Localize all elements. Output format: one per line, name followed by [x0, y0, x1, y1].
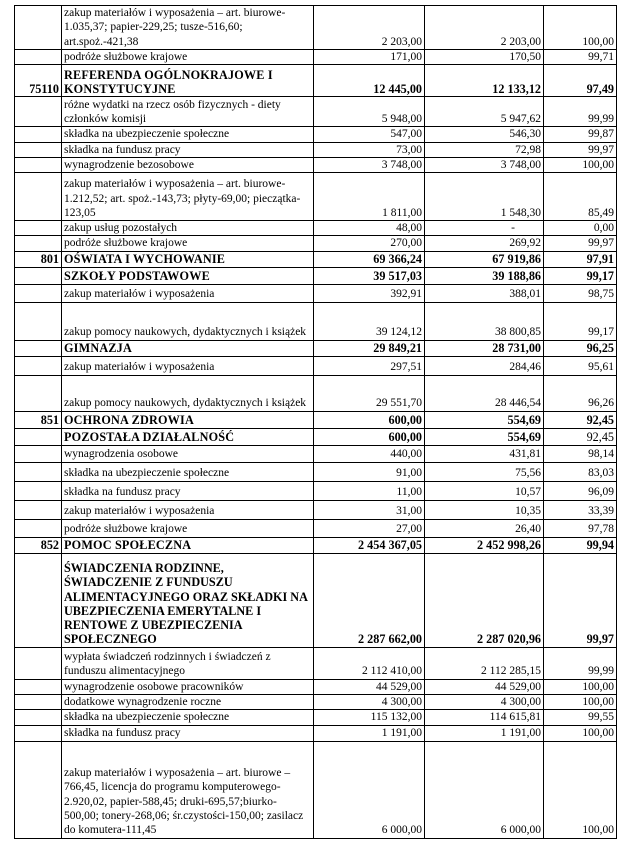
item-description: POMOC SPOŁECZNA — [62, 537, 314, 553]
table-row — [15, 411, 617, 428]
planned-amount: 31,00 — [314, 500, 425, 519]
item-description: zakup usług pozostałych — [62, 221, 314, 236]
executed-amount: 2 203,00 — [425, 6, 544, 50]
executed-amount: 388,01 — [425, 284, 544, 302]
chapter-code — [15, 462, 62, 481]
table-row — [15, 221, 617, 236]
chapter-code — [15, 375, 62, 411]
item-description: zakup materiałów i wyposażenia — [62, 284, 314, 302]
table-row — [15, 65, 617, 97]
chapter-code — [15, 142, 62, 157]
table-row — [15, 6, 617, 50]
item-description: podróże służbowe krajowe — [62, 50, 314, 65]
execution-percent: 99,71 — [544, 50, 617, 65]
planned-amount: 12 445,00 — [314, 65, 425, 97]
chapter-code — [15, 157, 62, 172]
executed-amount: 12 133,12 — [425, 65, 544, 97]
table-row — [15, 356, 617, 375]
item-description: składka na ubezpieczenie społeczne — [62, 710, 314, 725]
execution-percent: 95,61 — [544, 356, 617, 375]
planned-amount: 29 551,70 — [314, 375, 425, 411]
planned-amount: 440,00 — [314, 445, 425, 462]
planned-amount: 3 748,00 — [314, 157, 425, 172]
table-row — [15, 741, 617, 838]
execution-percent: 100,00 — [544, 6, 617, 50]
chapter-code — [15, 519, 62, 537]
chapter-code — [15, 6, 62, 50]
item-description: składka na fundusz pracy — [62, 725, 314, 741]
planned-amount: 73,00 — [314, 142, 425, 157]
execution-percent: 99,55 — [544, 710, 617, 725]
item-description: OŚWIATA I WYCHOWANIE — [62, 251, 314, 267]
chapter-code — [15, 302, 62, 340]
executed-amount: 28 446,54 — [425, 375, 544, 411]
table-row — [15, 284, 617, 302]
execution-percent: 96,25 — [544, 340, 617, 356]
chapter-code — [15, 340, 62, 356]
executed-amount: 1 191,00 — [425, 725, 544, 741]
executed-amount: 554,69 — [425, 411, 544, 428]
executed-amount: 2 287 020,96 — [425, 553, 544, 647]
chapter-code — [15, 267, 62, 284]
planned-amount: 547,00 — [314, 127, 425, 142]
planned-amount: 392,91 — [314, 284, 425, 302]
table-row — [15, 725, 617, 741]
executed-amount: - — [425, 221, 544, 236]
table-row — [15, 157, 617, 172]
executed-amount: 10,57 — [425, 481, 544, 500]
planned-amount: 2 454 367,05 — [314, 537, 425, 553]
chapter-code: 75110 — [15, 65, 62, 97]
executed-amount: 38 800,85 — [425, 302, 544, 340]
planned-amount: 91,00 — [314, 462, 425, 481]
planned-amount: 27,00 — [314, 519, 425, 537]
planned-amount: 2 203,00 — [314, 6, 425, 50]
planned-amount: 270,00 — [314, 236, 425, 251]
planned-amount: 171,00 — [314, 50, 425, 65]
item-description: zakup materiałów i wyposażenia — [62, 500, 314, 519]
chapter-code: 852 — [15, 537, 62, 553]
executed-amount: 170,50 — [425, 50, 544, 65]
item-description: zakup pomocy naukowych, dydaktycznych i książek — [62, 302, 314, 340]
execution-percent: 83,03 — [544, 462, 617, 481]
execution-percent: 99,17 — [544, 267, 617, 284]
item-description: zakup materiałów i wyposażenia – art. biurowe-1.212,52; art. spoż.-143,73; płyty-69,00; pieczątka-123,05 — [62, 173, 314, 221]
executed-amount: 72,98 — [425, 142, 544, 157]
item-description: ŚWIADCZENIA RODZINNE, ŚWIADCZENIE Z FUNDUSZU ALIMENTACYJNEGO ORAZ SKŁADKI NA UBEZPIECZENIA EMERYTALNE I RENTOWE Z UBEZPIECZENIA SPOŁECZNEGO — [62, 553, 314, 647]
planned-amount: 1 191,00 — [314, 725, 425, 741]
table-row — [15, 97, 617, 127]
executed-amount: 2 112 285,15 — [425, 647, 544, 679]
planned-amount: 1 811,00 — [314, 173, 425, 221]
item-description: zakup pomocy naukowych, dydaktycznych i książek — [62, 375, 314, 411]
item-description: różne wydatki na rzecz osób fizycznych - diety członków komisji — [62, 97, 314, 127]
executed-amount: 28 731,00 — [425, 340, 544, 356]
executed-amount: 10,35 — [425, 500, 544, 519]
executed-amount: 4 300,00 — [425, 695, 544, 710]
chapter-code: 801 — [15, 251, 62, 267]
execution-percent: 0,00 — [544, 221, 617, 236]
execution-percent: 99,97 — [544, 142, 617, 157]
execution-percent: 99,97 — [544, 553, 617, 647]
planned-amount: 6 000,00 — [314, 741, 425, 838]
table-row — [15, 375, 617, 411]
item-description: OCHRONA ZDROWIA — [62, 411, 314, 428]
table-row — [15, 173, 617, 221]
item-description: składka na fundusz pracy — [62, 142, 314, 157]
planned-amount: 69 366,24 — [314, 251, 425, 267]
chapter-code — [15, 50, 62, 65]
executed-amount: 44 529,00 — [425, 679, 544, 694]
planned-amount: 600,00 — [314, 411, 425, 428]
execution-percent: 97,78 — [544, 519, 617, 537]
chapter-code — [15, 553, 62, 647]
chapter-code — [15, 284, 62, 302]
chapter-code — [15, 236, 62, 251]
item-description: dodatkowe wynagrodzenie roczne — [62, 695, 314, 710]
table-row — [15, 50, 617, 65]
table-row — [15, 428, 617, 445]
table-row — [15, 142, 617, 157]
table-row — [15, 519, 617, 537]
item-description: podróże służbowe krajowe — [62, 519, 314, 537]
table-row — [15, 553, 617, 647]
table-row — [15, 302, 617, 340]
execution-percent: 85,49 — [544, 173, 617, 221]
table-row — [15, 127, 617, 142]
table-row — [15, 500, 617, 519]
executed-amount: 26,40 — [425, 519, 544, 537]
chapter-code — [15, 679, 62, 694]
execution-percent: 100,00 — [544, 695, 617, 710]
execution-percent: 100,00 — [544, 725, 617, 741]
table-row — [15, 695, 617, 710]
executed-amount: 75,56 — [425, 462, 544, 481]
table-row — [15, 236, 617, 251]
executed-amount: 2 452 998,26 — [425, 537, 544, 553]
executed-amount: 3 748,00 — [425, 157, 544, 172]
planned-amount: 2 112 410,00 — [314, 647, 425, 679]
chapter-code — [15, 356, 62, 375]
chapter-code — [15, 500, 62, 519]
execution-percent: 97,91 — [544, 251, 617, 267]
item-description: zakup materiałów i wyposażenia — [62, 356, 314, 375]
planned-amount: 600,00 — [314, 428, 425, 445]
chapter-code — [15, 710, 62, 725]
planned-amount: 39 517,03 — [314, 267, 425, 284]
planned-amount: 44 529,00 — [314, 679, 425, 694]
chapter-code — [15, 741, 62, 838]
executed-amount: 6 000,00 — [425, 741, 544, 838]
table-row — [15, 445, 617, 462]
item-description: składka na ubezpieczenie społeczne — [62, 127, 314, 142]
planned-amount: 48,00 — [314, 221, 425, 236]
chapter-code — [15, 428, 62, 445]
execution-percent: 98,14 — [544, 445, 617, 462]
item-description: REFERENDA OGÓLNOKRAJOWE I KONSTYTUCYJNE — [62, 65, 314, 97]
executed-amount: 269,92 — [425, 236, 544, 251]
executed-amount: 39 188,86 — [425, 267, 544, 284]
item-description: składka na fundusz pracy — [62, 481, 314, 500]
planned-amount: 115 132,00 — [314, 710, 425, 725]
execution-percent: 92,45 — [544, 411, 617, 428]
table-row — [15, 251, 617, 267]
planned-amount: 39 124,12 — [314, 302, 425, 340]
item-description: wynagrodzenie bezosobowe — [62, 157, 314, 172]
executed-amount: 67 919,86 — [425, 251, 544, 267]
item-description: składka na ubezpieczenie społeczne — [62, 462, 314, 481]
chapter-code — [15, 725, 62, 741]
execution-percent: 98,75 — [544, 284, 617, 302]
execution-percent: 100,00 — [544, 157, 617, 172]
execution-percent: 100,00 — [544, 679, 617, 694]
execution-percent: 99,87 — [544, 127, 617, 142]
chapter-code — [15, 127, 62, 142]
item-description: GIMNAZJA — [62, 340, 314, 356]
item-description: SZKOŁY PODSTAWOWE — [62, 267, 314, 284]
table-row — [15, 340, 617, 356]
execution-percent: 99,99 — [544, 647, 617, 679]
execution-percent: 99,17 — [544, 302, 617, 340]
item-description: wypłata świadczeń rodzinnych i świadczeń z funduszu alimentacyjnego — [62, 647, 314, 679]
budget-table-body — [15, 6, 617, 839]
planned-amount: 297,51 — [314, 356, 425, 375]
budget-table — [14, 5, 617, 839]
chapter-code — [15, 173, 62, 221]
execution-percent: 99,94 — [544, 537, 617, 553]
item-description: wynagrodzenie osobowe pracowników — [62, 679, 314, 694]
item-description: wynagrodzenia osobowe — [62, 445, 314, 462]
chapter-code: 851 — [15, 411, 62, 428]
table-row — [15, 710, 617, 725]
table-row — [15, 462, 617, 481]
planned-amount: 4 300,00 — [314, 695, 425, 710]
executed-amount: 1 548,30 — [425, 173, 544, 221]
item-description: zakup materiałów i wyposażenia – art. biurowe – 766,45, licencja do programu komputerowego-2.920,02, papier-588,45; druki-695,57;biurko-500,00; tonery-268,06; śr.czystości-150,00; zasilacz do komutera-111,45 — [62, 741, 314, 838]
chapter-code — [15, 647, 62, 679]
table-row — [15, 481, 617, 500]
execution-percent: 99,97 — [544, 236, 617, 251]
execution-percent: 96,09 — [544, 481, 617, 500]
execution-percent: 100,00 — [544, 741, 617, 838]
planned-amount: 2 287 662,00 — [314, 553, 425, 647]
execution-percent: 33,39 — [544, 500, 617, 519]
chapter-code — [15, 97, 62, 127]
chapter-code — [15, 481, 62, 500]
item-description: zakup materiałów i wyposażenia – art. biurowe-1.035,37; papier-229,25; tusze-516,60; art.spoż.-421,38 — [62, 6, 314, 50]
table-row — [15, 679, 617, 694]
executed-amount: 5 947,62 — [425, 97, 544, 127]
execution-percent: 97,49 — [544, 65, 617, 97]
chapter-code — [15, 695, 62, 710]
planned-amount: 29 849,21 — [314, 340, 425, 356]
executed-amount: 554,69 — [425, 428, 544, 445]
execution-percent: 96,26 — [544, 375, 617, 411]
chapter-code — [15, 445, 62, 462]
executed-amount: 546,30 — [425, 127, 544, 142]
executed-amount: 284,46 — [425, 356, 544, 375]
planned-amount: 11,00 — [314, 481, 425, 500]
executed-amount: 114 615,81 — [425, 710, 544, 725]
table-row — [15, 537, 617, 553]
table-row — [15, 647, 617, 679]
chapter-code — [15, 221, 62, 236]
item-description: POZOSTAŁA DZIAŁALNOŚĆ — [62, 428, 314, 445]
execution-percent: 99,99 — [544, 97, 617, 127]
executed-amount: 431,81 — [425, 445, 544, 462]
planned-amount: 5 948,00 — [314, 97, 425, 127]
item-description: podróże służbowe krajowe — [62, 236, 314, 251]
table-row — [15, 267, 617, 284]
execution-percent: 92,45 — [544, 428, 617, 445]
